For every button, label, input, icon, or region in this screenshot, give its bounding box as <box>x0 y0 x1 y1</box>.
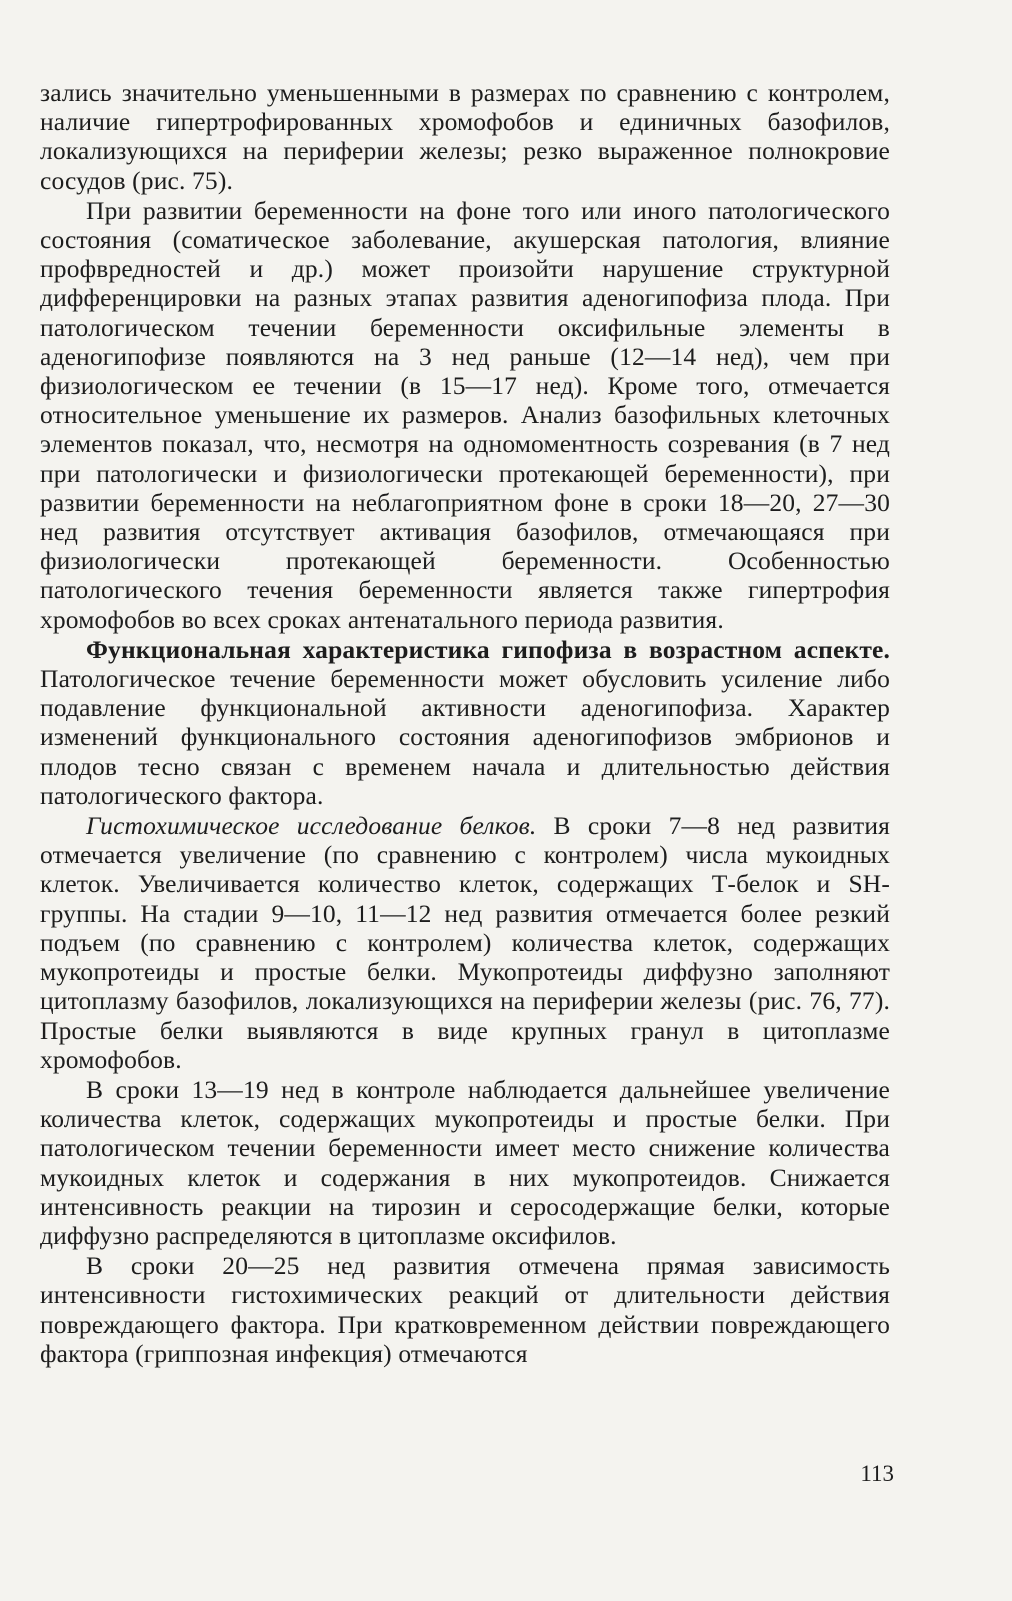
paragraph-1 <box>40 78 890 195</box>
paragraph-6 <box>40 1251 890 1368</box>
paragraph-6-text: В сроки 20—25 нед развития отмечена прямая зависимость интенсивности гистохимических реакций от длительности действия повреждающего фактора. При кратковременном действии повреждающего фактора (гриппозная инфекция) отмечаются <box>40 1251 890 1368</box>
paragraph-2 <box>40 196 890 634</box>
body-text <box>40 78 890 1368</box>
paragraph-2-text: При развитии беременности на фоне того или иного патологического состояния (соматическое заболевание, акушерская патология, влияние профвредностей и др.) может произойти нарушение структурной дифференцировки на разных этапах развития аденогипофиза плода. При патологическом течении беременности оксифильные элементы в аденогипофизе появляются на 3 нед раньше (12—14 нед), чем при физиологическом ее течении (в 15—17 нед). Кроме того, отмечается относительное уменьшение их размеров. Анализ базофильных клеточных элементов показал, что, несмотря на одномоментность созревания (в 7 нед при патологически и физиологически протекающей беременности), при развитии беременности на неблагоприятном фоне в сроки 18—20, 27—30 нед развития отсутствует активация базофилов, отмечающаяся при физиологически протекающей беременности. Особенностью патологического течения беременности является также гипертрофия хромофобов во всех сроках антенатального периода развития. <box>40 195 890 634</box>
paragraph-4 <box>40 811 890 1074</box>
paragraph-1-text: зались значительно уменьшенными в размерах по сравнению с контролем, наличие гипертрофированных хромофобов и единичных базофилов, локализующихся на периферии железы; резко выраженное полнокровие сосудов (рис. 75). <box>40 78 890 195</box>
paragraph-4-text: В сроки 7—8 нед развития отмечается увеличение (по сравнению с контролем) числа мукоидных клеток. Увеличивается количество клеток, содержащих Т-белок и SH-группы. На стадии 9—10, 11—12 нед развития отмечается более резкий подъем (по сравнению с контролем) количества клеток, содержащих мукопротеиды и простые белки. Мукопротеиды диффузно заполняют цитоплазму базофилов, локализующихся на периферии железы (рис. 76, 77). Простые белки выявляются в виде крупных гранул в цитоплазме хромофобов. <box>40 811 891 1074</box>
paragraph-5-text: В сроки 13—19 нед в контроле наблюдается дальнейшее увеличение количества клеток, содержащих мукопротеиды и простые белки. При патологическом течении беременности имеет место снижение количества мукоидных клеток и содержания в них мукопротеидов. Снижается интенсивность реакции на тирозин и серосодержащие белки, которые диффузно распределяются в цитоплазме оксифилов. <box>40 1074 890 1250</box>
section-heading: Функциональная характеристика гипофиза в возрастном аспекте. <box>86 634 890 664</box>
paragraph-5 <box>40 1075 890 1250</box>
subsection-heading: Гистохимическое исследование белков. <box>86 811 537 841</box>
paragraph-3-text: Патологическое течение беременности может обусловить усиление либо подавление функциональной активности аденогипофиза. Характер изменений функционального состояния аденогипофизов эмбрионов и плодов тесно связан с временем начала и длительностью действия патологического фактора. <box>40 664 890 810</box>
paragraph-3 <box>40 635 890 810</box>
page-number: 113 <box>860 1461 894 1486</box>
